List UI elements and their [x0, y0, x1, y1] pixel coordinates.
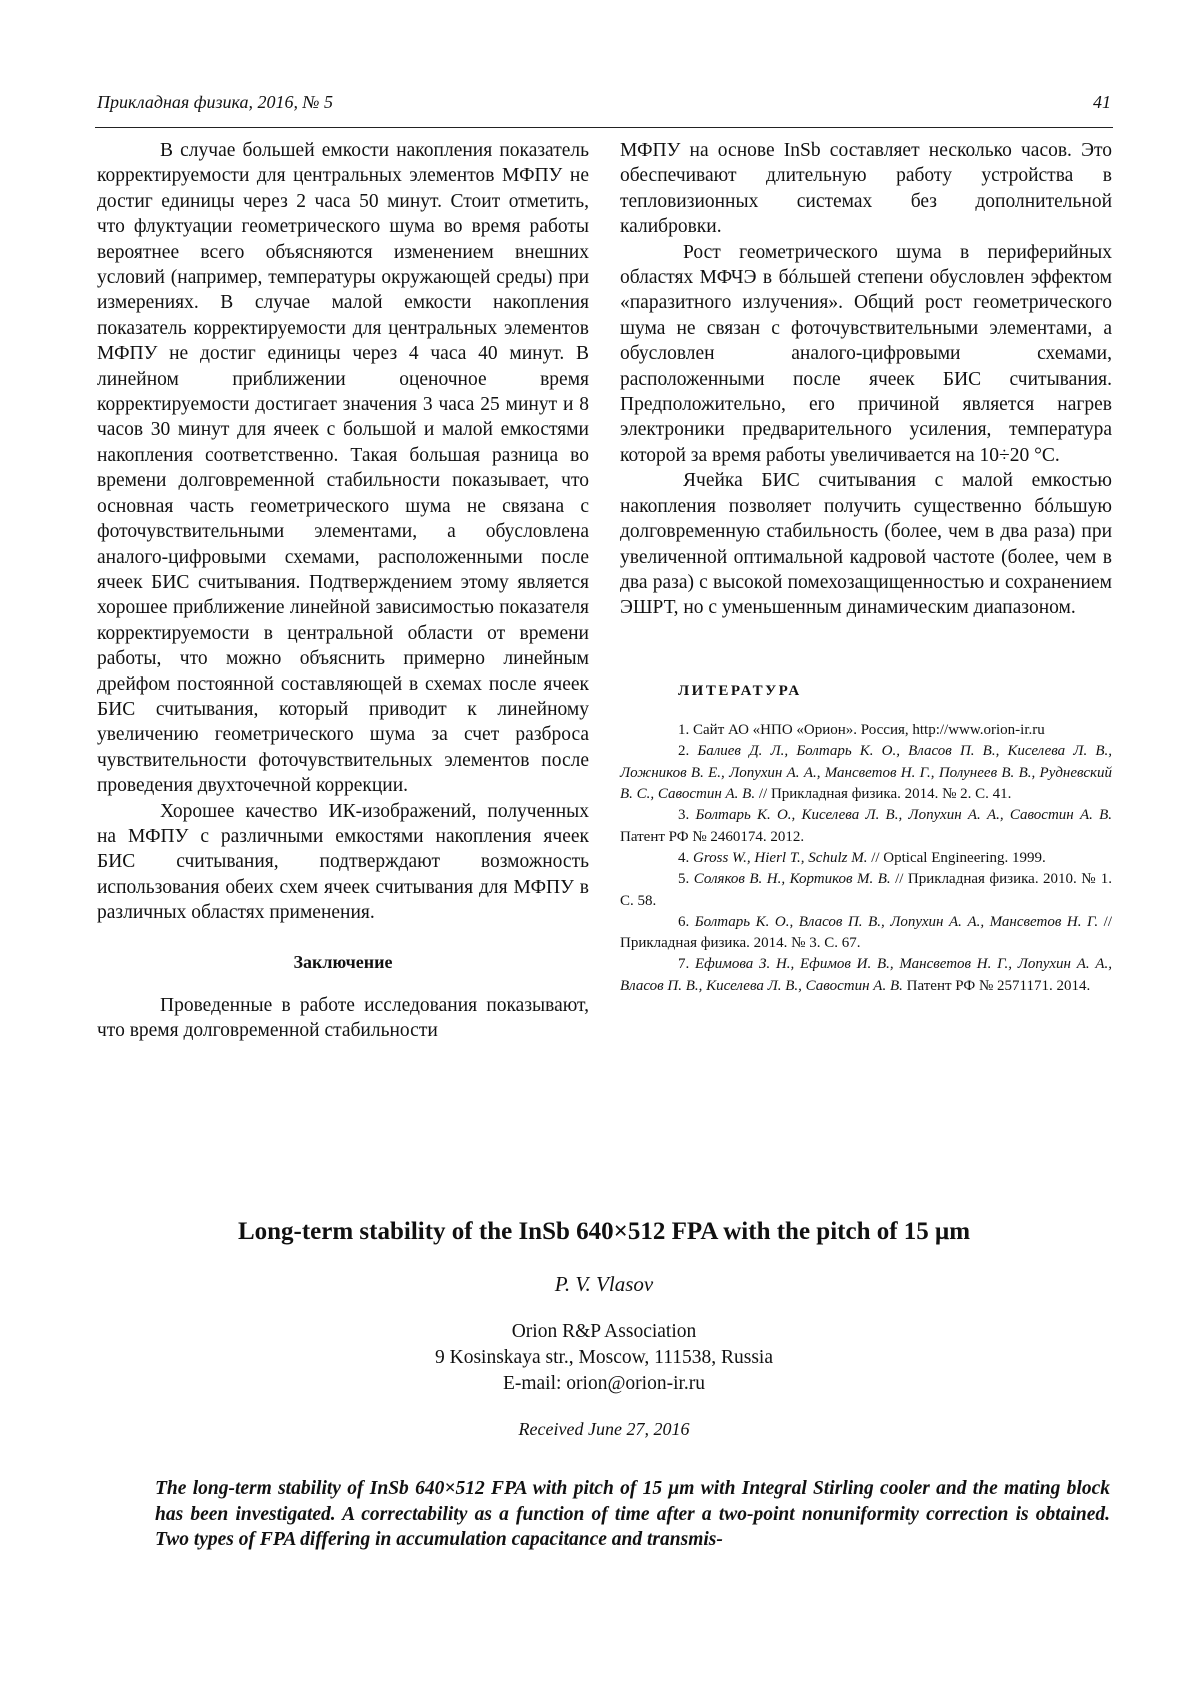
reference-list [620, 720, 1112, 997]
body-paragraph: Ячейка БИС считывания с малой емкостью накопления позволяет получить существенно бóльшую долговременную стабильность (более, чем в два раза) при увеличенной оптимальной кадровой частоте (более, чем в два раза) с высокой помехозащищенностью и сохранением ЭШРТ, но с уменьшенным динамическим диапазоном. [620, 470, 1112, 619]
reference-item: 7. Ефимова З. Н., Ефимов И. В., Мансветов Н. Г., Лопухин А. А., Власов П. В., Киселева Л. В., Савостин А. В. Патент РФ № 2571171. 2014. [620, 956, 1113, 994]
right-column [620, 138, 1112, 997]
conclusion-paragraph: Проведенные в работе исследования показывают, что время долговременной стабильности [97, 995, 589, 1042]
reference-item: 1. Сайт АО «НПО «Орион». Россия, http://www.orion-ir.ru [678, 722, 1045, 739]
body-paragraph: В случае большей емкости накопления показатель корректируемости для центральных элементов МФПУ не достиг единицы через 2 часа 50 минут. Стоит отметить, что флуктуации геометрического шума во время работы вероятнее всего объясняются изменением внешних условий (например, температуры окружающей среды) при измерениях. В случае малой емкости накопления показатель корректируемости для центральных элементов МФПУ не достиг единицы через 4 часа 40 минут. В линейном приближении оценочное время корректируемости достигает значения 3 часа 25 минут и 8 часов 30 минут для ячеек с большой и малой емкостями накопления соответственно. Такая большая разница во времени долговременной стабильности показывает, что основная часть геометрического шума не связана с фоточувствительными элементами, а обусловлена аналого-цифровыми схемами, расположенными после ячеек БИС считывания. Подтверждением этому является хорошее приближение линейной зависимостью показателя корректируемости в центральной области от времени работы, что можно объяснить примерно линейным дрейфом постоянной составляющей в схемах после ячеек БИС считывания, который приводит к линейному увеличению геометрического шума за счет разброса чувствительности фоточувствительных элементов после проведения двухточечной коррекции. [97, 140, 589, 797]
references-title: ЛИТЕРАТУРА [678, 682, 802, 699]
english-title: Long-term stability of the InSb 640×512 FPA with the pitch of 15 μm [237, 1218, 971, 1245]
conclusion-heading: Заключение [293, 951, 393, 972]
reference-item: 6. Болтарь К. О., Власов П. В., Лопухин А. А., Мансветов Н. Г. // Прикладная физика. 2014. № 3. С. 67. [620, 913, 1113, 952]
english-abstract: The long-term stability of InSb 640×512 FPA with pitch of 15 μm with Integral Stirling cooler and the mating block has been investigated. A correctability as a function of time after a two-point nonuniformity correction is obtained. Two types of FPA differing in accumulation capacitance and transmis- [155, 1478, 1110, 1550]
reference-item: 3. Болтарь К. О., Киселева Л. В., Лопухин А. А., Савостин А. В. Патент РФ № 2460174. 2012. [620, 807, 1112, 845]
body-paragraph: Рост геометрического шума в периферийных областях МФЧЭ в бóльшей степени обусловлен эффектом «паразитного излучения». Общий рост геометрического шума не связан с фоточувствительными элементами, а обусловлен аналого-цифровыми схемами, расположенными после ячеек БИС считывания. Предположительно, его причиной является нагрев электроники предварительного усиления, температура которой за время работы увеличивается на 10÷20 °С. [620, 241, 1112, 466]
reference-item: 2. Балиев Д. Л., Болтарь К. О., Власов П. В., Киселева Л. В., Ложников В. Е., Лопухин А. А., Мансветов Н. Г., Полунеев В. В., Рудневский В. С., Савостин А. В. // Прикладная физика. 2014. № 2. С. 41. [620, 743, 1113, 803]
english-summary [97, 1218, 1111, 1440]
body-paragraph: Хорошее качество ИК-изображений, полученных на МФПУ с различными емкостями накопления ячеек БИС считывания, подтверждают возможность использования обеих схем ячеек считывания для МФПУ в различных областях применения. [97, 800, 589, 924]
continued-paragraph: МФПУ на основе InSb составляет несколько часов. Это обеспечивают длительную работу устройства в тепловизионных системах без дополнительной калибровки. [620, 140, 1112, 238]
received-date: Received June 27, 2016 [518, 1419, 690, 1439]
journal-citation: Прикладная физика, 2016, № 5 [97, 92, 333, 112]
left-column [97, 138, 589, 1044]
affiliation-name: Orion R&P Association [511, 1321, 697, 1342]
header-rule [95, 127, 1113, 128]
affiliation-address: 9 Kosinskaya str., Moscow, 111538, Russia [435, 1347, 773, 1368]
reference-item: 4. Gross W., Hierl T., Schulz M. // Optical Engineering. 1999. [678, 849, 1046, 866]
affiliation-email: E-mail: orion@orion-ir.ru [502, 1373, 706, 1394]
english-affiliation [97, 1319, 1111, 1397]
english-author: P. V. Vlasov [554, 1272, 654, 1296]
reference-item: 5. Соляков В. Н., Кортиков М. В. // Прикладная физика. 2010. № 1. С. 58. [620, 871, 1112, 909]
page-number: 41 [1093, 92, 1111, 112]
running-header [97, 92, 1111, 118]
